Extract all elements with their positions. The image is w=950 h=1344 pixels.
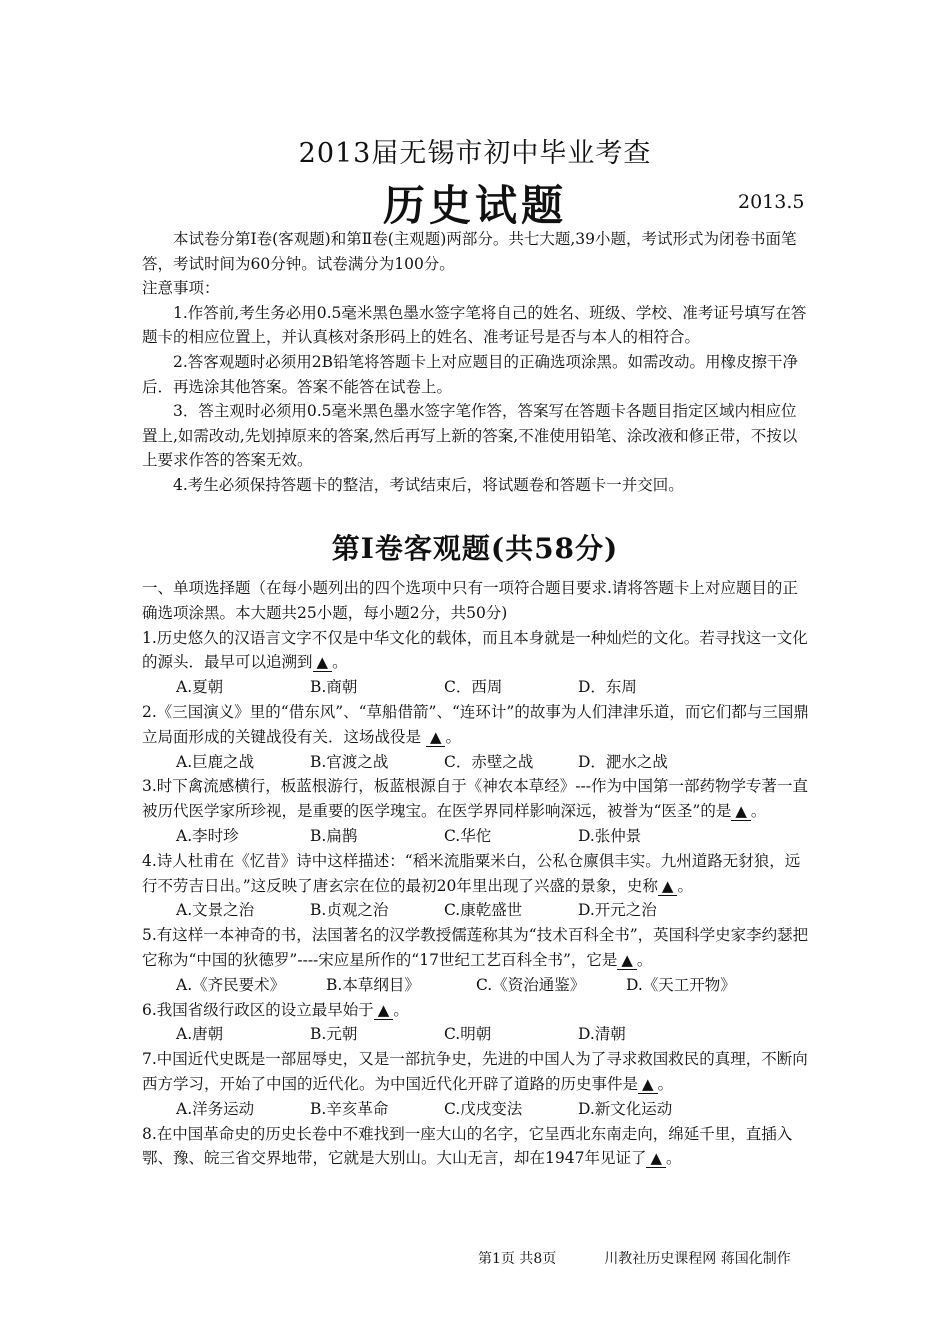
option-a: A.文景之治	[176, 901, 255, 920]
option-b: B.官渡之战	[310, 752, 389, 771]
triangle-marker: ▲	[429, 727, 442, 746]
option-c: C．西周	[444, 678, 503, 697]
option-b: B.本草纲目》	[326, 975, 420, 994]
question-1	[142, 626, 810, 676]
question-text: 6.我国省级行政区的设立最早始于	[142, 1000, 374, 1019]
option-b: B.贞观之治	[310, 901, 389, 920]
answer-blank	[374, 1001, 394, 1020]
options-row	[142, 1097, 810, 1122]
instructions-block	[142, 227, 810, 498]
note-3: 3．答主观时必须用0.5毫米黑色墨水签字笔作答，答案写在答题卡各题目指定区域内相应位置上,如需改动,先划掉原来的答案,然后再写上新的答案,不准使用铅笔、涂改液和修正带，不按以上要求作答的答案无效。	[142, 402, 798, 470]
intro-paragraph: 本试卷分第Ⅰ卷(客观题)和第Ⅱ卷(主观题)两部分。共七大题,39小题，考试形式为闭卷书面笔答，考试时间为60分钟。试卷满分为100分。	[142, 230, 797, 273]
triangle-marker: ▲	[650, 1149, 662, 1168]
option-b: B.扁鹊	[310, 826, 358, 845]
option-b: B.商朝	[310, 678, 358, 697]
exam-title: 历史试题	[382, 181, 567, 230]
options-row	[142, 824, 810, 849]
question-4	[142, 849, 810, 899]
option-c: C.《资治通鉴》	[476, 975, 586, 994]
option-d: D.《天工开物》	[626, 975, 736, 994]
question-text: 8.在中国革命史的历史长卷中不难找到一座大山的名字，它呈西北东南走向，绵延千里，直插入鄂、豫、皖三省交界地带，它就是大别山。大山无言，却在1947年见证了	[142, 1124, 793, 1168]
note-2: 2.答客观题时必须用2B铅笔将答题卡上对应题目的正确选项涂黑。如需改动。用橡皮擦干净后．再选涂其他答案。答案不能答在试卷上。	[142, 352, 799, 396]
page-number: 第1页 共8页	[478, 1251, 557, 1267]
triangle-marker: ▲	[316, 653, 329, 672]
option-d: D.开元之治	[578, 901, 657, 920]
section-title: 第Ⅰ卷客观题(共58分)	[331, 532, 619, 565]
option-d: D．东周	[578, 678, 637, 697]
option-c: C.华佗	[444, 826, 492, 845]
note-4: 4.考生必须保持答题卡的整洁，考试结束后，将试题卷和答题卡一并交回。	[173, 475, 684, 494]
options-row	[142, 1022, 810, 1047]
option-d: D．淝水之战	[578, 752, 668, 771]
option-c: C.康乾盛世	[444, 901, 523, 920]
answer-blank	[646, 1149, 666, 1168]
option-a: A.《齐民要术》	[176, 975, 286, 994]
question-text: 5.有这样一本神奇的书，法国著名的汉学教授儒莲称其为“技术百科全书”，英国科学史家李约瑟把它称为“中国的狄德罗”----宋应星所作的“17世纪工艺百科全书”，它是	[142, 926, 809, 969]
note-1: 1.作答前,考生务必用0.5毫米黑色墨水签字笔将自己的姓名、班级、学校、准考证号填写在答题卡的相应位置上，并认真核对条形码上的姓名、准考证号是否与本人的相符合。	[142, 303, 807, 347]
question-3	[142, 774, 810, 824]
question-list	[142, 576, 810, 1171]
footer-credit: 川教社历史课程网 蒋国化制作	[604, 1251, 791, 1267]
answer-blank	[658, 877, 678, 896]
question-end: 。	[636, 950, 653, 969]
triangle-marker: ▲	[661, 876, 674, 895]
triangle-marker: ▲	[735, 802, 747, 821]
option-a: A.唐朝	[176, 1025, 224, 1044]
question-5	[142, 923, 810, 973]
question-6	[142, 998, 810, 1023]
section-instructions: 一、单项选择题（在每小题列出的四个选项中只有一项符合题目要求.请将答题卡上对应题目的正确选项涂黑。本大题共25小题，每小题2分，共50分)	[142, 579, 798, 622]
option-b: B.辛亥革命	[310, 1099, 389, 1118]
option-a: A.李时珍	[176, 826, 239, 845]
answer-blank	[313, 653, 333, 672]
answer-blank	[617, 951, 637, 970]
triangle-marker: ▲	[642, 1074, 654, 1093]
exam-header-line1: 2013届无锡市初中毕业考查	[298, 138, 652, 169]
answer-blank	[426, 728, 446, 747]
option-c: C.戊戌变法	[444, 1099, 523, 1118]
question-text: 7.中国近代史既是一部屈辱史，又是一部抗争史，先进的中国人为了寻求救国救民的真理，不断向西方学习，开始了中国的近代化。为中国近代化开辟了道路的历史事件是	[142, 1050, 808, 1093]
question-2	[142, 700, 810, 750]
answer-blank	[638, 1075, 658, 1094]
question-end: 。	[750, 802, 767, 821]
page-footer	[478, 1248, 791, 1268]
notes-label: 注意事项：	[142, 279, 220, 298]
question-text: 4.诗人杜甫在《忆昔》诗中这样描述：“稻米流脂粟米白，公私仓廪俱丰实。九州道路无豺狼，远行不劳吉日出。”这反映了唐玄宗在位的最初20年里出现了兴盛的景象，史称	[142, 851, 801, 895]
question-8	[142, 1122, 810, 1172]
option-d: D.清朝	[578, 1025, 626, 1044]
triangle-marker: ▲	[377, 1000, 390, 1019]
options-row	[142, 973, 810, 998]
option-b: B.元朝	[310, 1025, 358, 1044]
options-row	[142, 750, 810, 775]
option-c: C.明朝	[444, 1025, 492, 1044]
option-a: A.夏朝	[176, 678, 224, 697]
question-end: 。	[445, 727, 461, 746]
options-row	[142, 898, 810, 923]
question-end: 。	[666, 1149, 682, 1168]
answer-blank	[731, 802, 751, 821]
question-end: 。	[677, 876, 693, 895]
question-7	[142, 1047, 810, 1097]
question-end: 。	[332, 653, 348, 672]
question-end: 。	[393, 1000, 409, 1019]
question-text: 2.《三国演义》里的“借东风”、“草船借箭”、“连环计”的故事为人们津津乐道，而它们都与三国鼎立局面形成的关键战役有关．这场战役是	[142, 702, 809, 746]
option-a: A.洋务运动	[176, 1099, 255, 1118]
triangle-marker: ▲	[621, 950, 633, 969]
option-a: A.巨鹿之战	[176, 752, 255, 771]
question-end: 。	[657, 1074, 674, 1093]
option-c: C．赤壁之战	[444, 752, 534, 771]
question-text: 1.历史悠久的汉语言文字不仅是中华文化的载体，而且本身就是一种灿烂的文化。若寻找这一文化的源头．最早可以追溯到	[142, 628, 808, 672]
question-text: 3.时下禽流感横行，板蓝根游行，板蓝根源自于《神农本草经》---作为中国第一部药物学专著一直被历代医学家所珍视，是重要的医学瑰宝。在医学界同样影响深远，被誉为“医圣”的是	[142, 777, 809, 821]
option-d: D.新文化运动	[578, 1099, 673, 1118]
options-row	[142, 675, 810, 700]
option-d: D.张仲景	[578, 826, 642, 845]
exam-date: 2013.5	[738, 191, 805, 213]
